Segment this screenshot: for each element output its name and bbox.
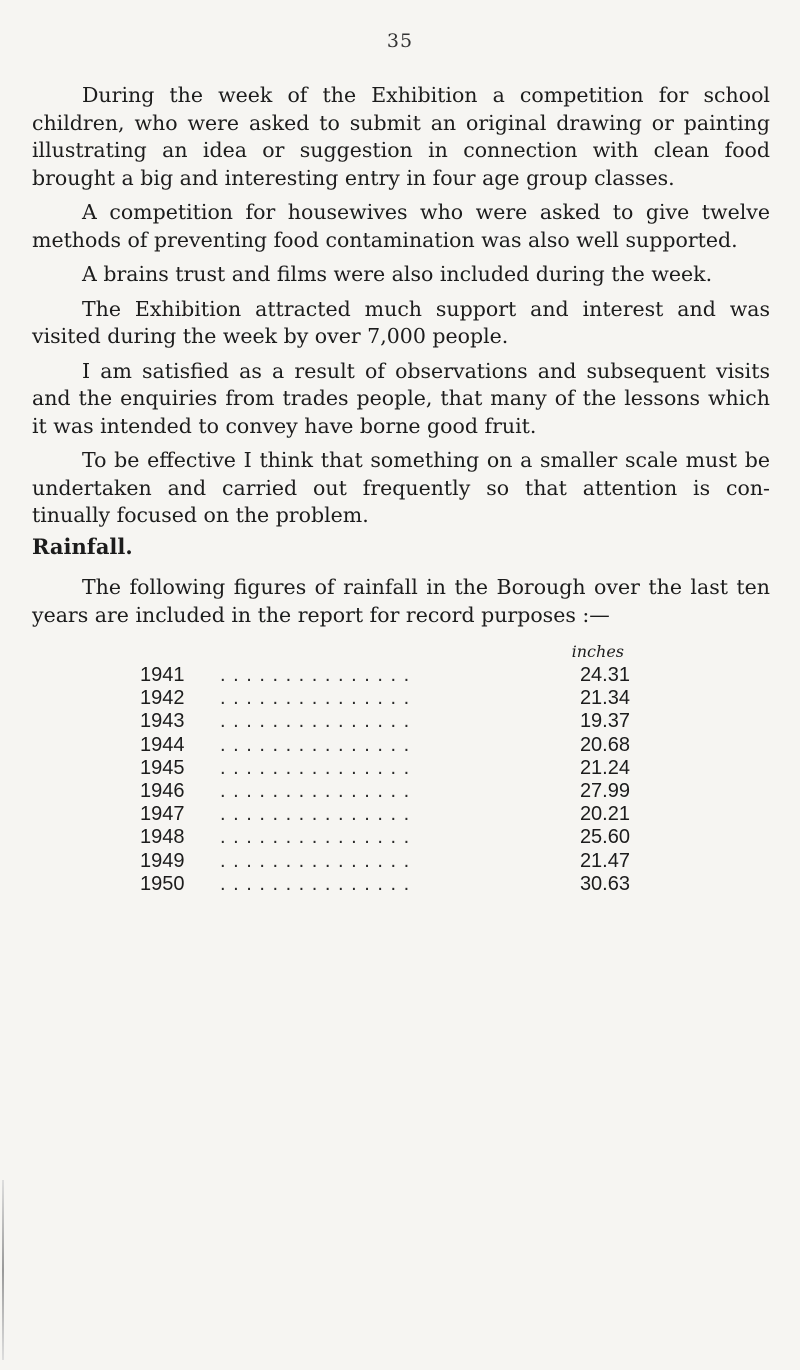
paragraph-housewives-competition: A competition for housewives who were asked to give twelve methods of preventing food contamination was also well supported. (32, 200, 770, 252)
dot-leader: . . . . . . . . . . . . . . . (220, 779, 411, 802)
year-cell: 1946 (140, 779, 185, 802)
year-cell: 1950 (140, 872, 185, 895)
dot-leader: . . . . . . . . . . . . . . . (220, 872, 411, 895)
table-row (140, 757, 630, 780)
paragraph-effectiveness: To be effective I think that something on a smaller scale must be undertaken and carried out frequently so that attention is con- tinually focused on the problem. (32, 448, 770, 527)
scan-edge-mark (2, 1180, 4, 1360)
rainfall-amount-cell: 20.68 (579, 733, 630, 756)
rainfall-amount-cell: 21.47 (579, 849, 630, 872)
year-cell: 1942 (140, 687, 185, 710)
table-row (140, 780, 630, 803)
paragraph-exhibition-attendance: The Exhibition attracted much support and interest and was visited during the week by over 7,000 people. (32, 296, 770, 348)
rainfall-heading: Rainfall. (32, 534, 133, 559)
table-row (140, 826, 630, 849)
year-cell: 1944 (140, 733, 185, 756)
dot-leader: . . . . . . . . . . . . . . . (220, 687, 411, 710)
dot-leader: . . . . . . . . . . . . . . . (220, 733, 411, 756)
table-row (140, 687, 630, 710)
dot-leader: . . . . . . . . . . . . . . . (220, 803, 411, 826)
rainfall-amount-cell: 19.37 (579, 710, 630, 733)
table-row (140, 664, 630, 687)
rainfall-amount-cell: 24.31 (579, 664, 630, 686)
year-cell: 1943 (140, 710, 185, 733)
table-row (140, 734, 630, 757)
table-row (140, 803, 630, 826)
units-header: inches (571, 642, 624, 661)
rainfall-amount-cell: 25.60 (579, 826, 630, 849)
rainfall-amount-cell: 27.99 (579, 779, 630, 802)
table-row (140, 710, 630, 733)
year-cell: 1948 (140, 826, 185, 849)
paragraph-observations: I am satisfied as a result of observations and subsequent visits and the enquiries from trades people, that many of the lessons which it was intended to convey have borne good fruit. (32, 358, 770, 438)
dot-leader: . . . . . . . . . . . . . . . (220, 710, 411, 733)
body-text (32, 82, 770, 537)
year-cell: 1941 (140, 664, 185, 686)
dot-leader: . . . . . . . . . . . . . . . (220, 849, 411, 872)
rainfall-intro: The following figures of rainfall in the Borough over the last ten years are included in the report for record purposes :— (32, 575, 770, 627)
page-number: 35 (386, 30, 414, 52)
rainfall-amount-cell: 21.34 (579, 687, 630, 710)
dot-leader: . . . . . . . . . . . . . . . (220, 756, 411, 779)
table-row (140, 873, 630, 896)
rainfall-rows (140, 664, 630, 896)
paragraph-school-competition: During the week of the Exhibition a competition for school children, who were asked to submit an original drawing or painting illustrating an idea or suggestion in connection with clean food brought a big and interesting entry in four age group classes. (32, 83, 770, 190)
rainfall-amount-cell: 30.63 (579, 872, 630, 895)
table-row (140, 850, 630, 873)
year-cell: 1949 (140, 849, 185, 872)
dot-leader: . . . . . . . . . . . . . . . (220, 826, 411, 849)
paragraph-brains-trust: A brains trust and films were also included during the week. (82, 262, 713, 286)
dot-leader: . . . . . . . . . . . . . . . (220, 664, 411, 686)
rainfall-table (140, 640, 630, 896)
year-cell: 1945 (140, 756, 185, 779)
rainfall-amount-cell: 21.24 (579, 756, 630, 779)
year-cell: 1947 (140, 803, 185, 826)
rainfall-amount-cell: 20.21 (579, 803, 630, 826)
